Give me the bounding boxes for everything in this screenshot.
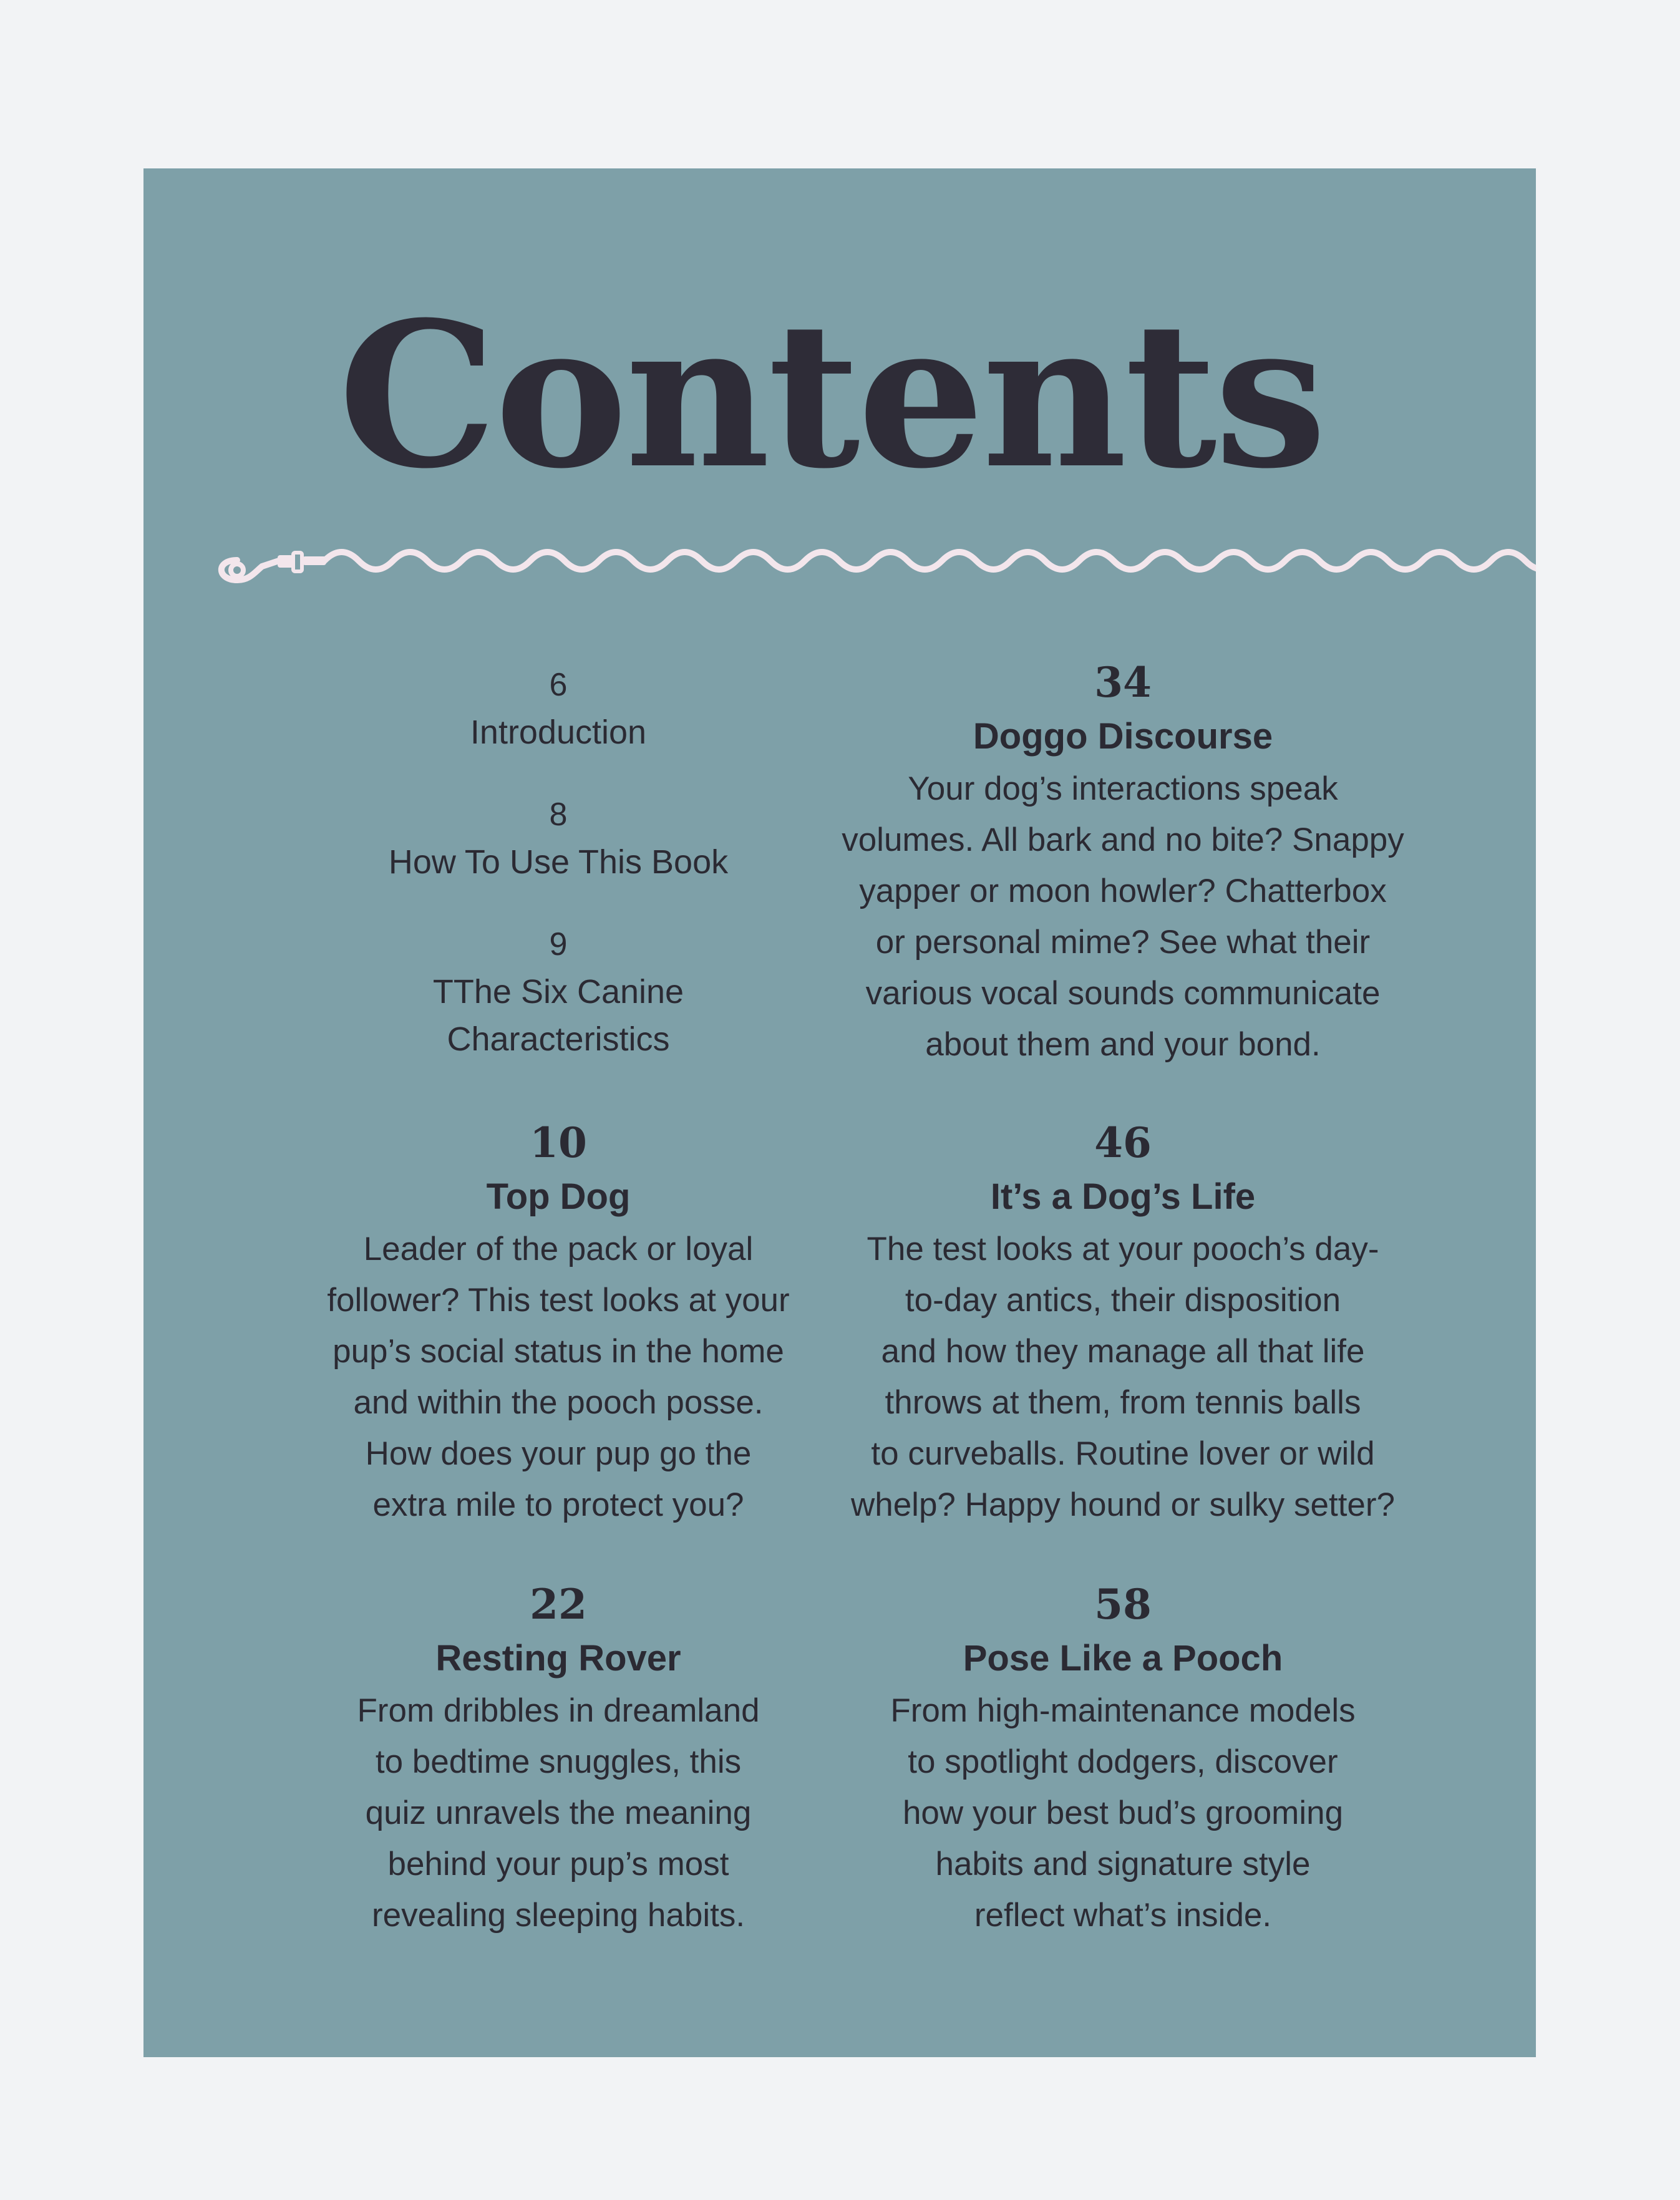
description-line: to spotlight dodgers, discover — [908, 1743, 1338, 1780]
description-line: From dribbles in dreamland — [357, 1692, 760, 1729]
description-line: From high-maintenance models — [890, 1692, 1356, 1729]
description-line: How does your pup go the — [365, 1435, 752, 1472]
toc-page-number: 10 — [530, 1118, 587, 1167]
toc-entry-pose-like-pooch[interactable] — [792, 1577, 1454, 1941]
description-line: or personal mime? See what their — [875, 924, 1371, 961]
toc-entry-six-canine[interactable] — [293, 921, 823, 1063]
toc-entry-description — [792, 1224, 1454, 1531]
contents-page — [143, 168, 1536, 2057]
toc-page-number: 8 — [549, 797, 568, 833]
toc-entry-description — [792, 1685, 1454, 1941]
description-line: about them and your bond. — [925, 1026, 1321, 1063]
description-line: reflect what’s inside. — [974, 1897, 1272, 1934]
toc-page-number: 22 — [530, 1580, 587, 1629]
toc-entry-description — [792, 763, 1454, 1070]
toc-entry-dogs-life[interactable] — [792, 1115, 1454, 1531]
description-line: to-day antics, their disposition — [905, 1282, 1341, 1319]
description-line: and how they manage all that life — [881, 1333, 1365, 1370]
toc-entry-title: Resting Rover — [435, 1638, 681, 1679]
description-line: and within the pooch posse. — [353, 1384, 764, 1421]
toc-entry-title: How To Use This Book — [388, 843, 729, 881]
toc-entry-title: Top Dog — [486, 1176, 631, 1217]
page-title: Contents — [338, 279, 1324, 513]
leash-icon — [143, 518, 1536, 593]
toc-entry-title: It’s a Dog’s Life — [990, 1176, 1256, 1217]
toc-page-number: 58 — [1094, 1580, 1152, 1629]
toc-entry-title: Pose Like a Pooch — [963, 1638, 1283, 1679]
description-line: revealing sleeping habits. — [371, 1897, 745, 1934]
description-line: habits and signature style — [935, 1846, 1311, 1883]
toc-page-number: 34 — [1094, 658, 1152, 707]
toc-page-number: 46 — [1094, 1118, 1152, 1167]
toc-page-number: 6 — [549, 667, 568, 703]
description-line: Your dog’s interactions speak — [908, 770, 1338, 807]
toc-entry-description — [293, 1685, 823, 1941]
description-line: pup’s social status in the home — [333, 1333, 784, 1370]
description-line: behind your pup’s most — [387, 1846, 729, 1883]
toc-page-number: 9 — [549, 926, 568, 962]
toc-entry-top-dog[interactable] — [293, 1115, 823, 1531]
description-line: Leader of the pack or loyal — [363, 1231, 754, 1267]
description-line: whelp? Happy hound or sulky setter? — [850, 1486, 1396, 1523]
description-line: how your best bud’s grooming — [902, 1795, 1344, 1831]
toc-entry-description — [293, 1224, 823, 1531]
description-line: yapper or moon howler? Chatterbox — [859, 873, 1387, 909]
toc-entry-title: Introduction — [470, 714, 647, 751]
description-line: volumes. All bark and no bite? Snappy — [842, 821, 1404, 858]
toc-entry-doggo-discourse[interactable] — [792, 655, 1454, 1070]
description-line: quiz unravels the meaning — [365, 1795, 752, 1831]
toc-entry-resting-rover[interactable] — [293, 1577, 823, 1941]
toc-entry-title: Doggo Discourse — [973, 716, 1273, 757]
description-line: throws at them, from tennis balls — [885, 1384, 1361, 1421]
description-line: extra mile to protect you? — [372, 1486, 744, 1523]
description-line: various vocal sounds communicate — [865, 975, 1381, 1012]
toc-entry-title-line: TThe Six Canine — [432, 973, 684, 1010]
description-line: The test looks at your pooch’s day- — [867, 1231, 1379, 1267]
description-line: to curveballs. Routine lover or wild — [871, 1435, 1375, 1472]
description-line: follower? This test looks at your — [327, 1282, 790, 1319]
toc-entry-how-to-use[interactable] — [293, 791, 823, 886]
description-line: to bedtime snuggles, this — [375, 1743, 742, 1780]
toc-entry-introduction[interactable] — [293, 661, 823, 756]
toc-entry-title-line: Characteristics — [447, 1020, 670, 1058]
